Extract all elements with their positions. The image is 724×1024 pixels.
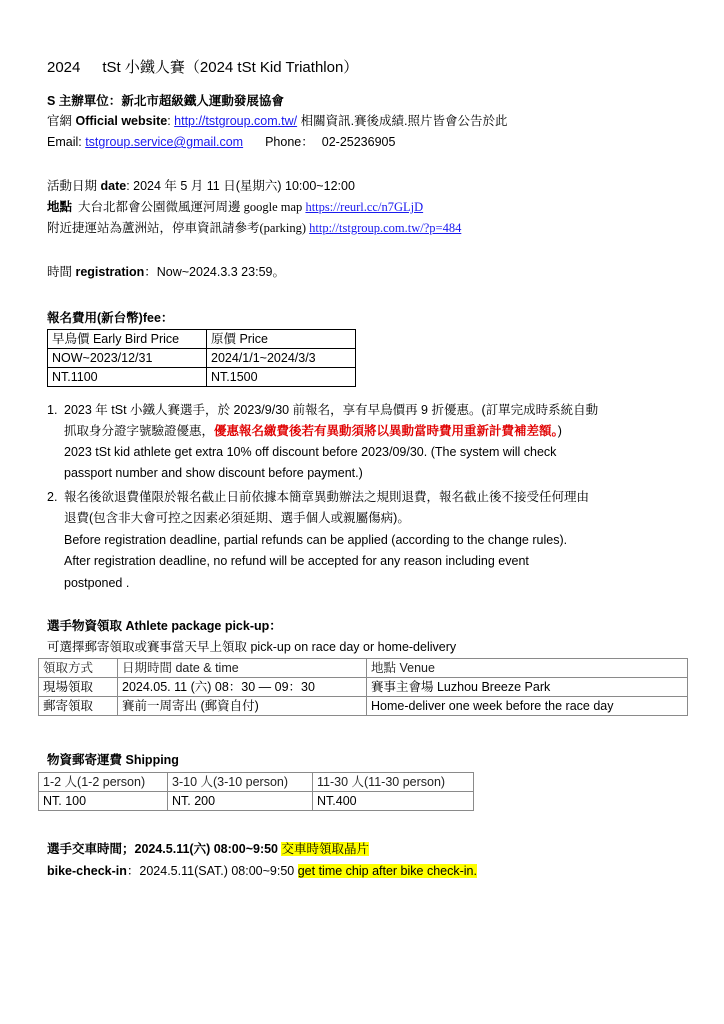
date-label-zh: 活動日期 — [47, 179, 101, 193]
note-2-line4: After registration deadline, no refund will be accepted for any reason including event — [64, 554, 529, 568]
location-label: 地點 — [47, 200, 73, 214]
website-label-zh: 官網 — [47, 114, 76, 128]
table-cell: 賽事主會場 Luzhou Breeze Park — [367, 678, 688, 697]
shipping-table — [38, 772, 474, 811]
parking-text: 附近捷運站為蘆洲站，停車資訊請參考(parking) — [47, 221, 310, 235]
pickup-subheading: 可選擇郵寄領取或賽事當天早上領取 pick-up on race day or home-delivery — [47, 640, 457, 654]
email-label: Email: — [47, 135, 86, 149]
note-1-line2: 抓取身分證字號驗證優惠，優惠報名繳費後若有異動須將以異動當時費用重新計費補差額。) — [64, 424, 562, 438]
registration-label-en: registration — [75, 265, 145, 279]
table-cell: 2024/1/1~2024/3/3 — [207, 349, 356, 368]
title-name: tSt 小鐵人賽（2024 tSt Kid Triathlon） — [102, 59, 359, 76]
parking-line — [47, 220, 461, 236]
page-title — [47, 58, 358, 78]
table-cell: 日期時間 date & time — [118, 659, 367, 678]
table-cell: NT. 100 — [39, 792, 168, 811]
website-line — [47, 113, 508, 129]
fee-heading: 報名費用(新台幣)fee： — [47, 311, 174, 325]
table-row — [48, 368, 356, 387]
website-colon: : — [167, 114, 175, 128]
parking-link[interactable]: http://tstgroup.com.tw/?p=484 — [309, 221, 462, 235]
note-2-line2: 退費(包含非大會可控之因素必須延期、選手個人或親屬傷病)。 — [64, 511, 410, 525]
fee-table — [47, 329, 356, 387]
phone-value: 02-25236905 — [321, 135, 396, 149]
note-2-line1: 報名後欲退費僅限於報名截止日前依據本簡章異動辦法之規則退費，報名截止後不接受任何理由 — [64, 490, 590, 504]
table-cell: 11-30 人(11-30 person) — [313, 773, 474, 792]
table-cell: 現場領取 — [39, 678, 118, 697]
note-2-line5: postponed . — [64, 576, 130, 590]
table-cell: 地點 Venue — [367, 659, 688, 678]
note-1-number: 1. — [47, 403, 58, 417]
note-1-warning: 優惠報名繳費後若有異動須將以異動當時費用重新計費補差額。 — [214, 424, 558, 438]
map-link[interactable]: https://reurl.cc/n7GLjD — [305, 200, 424, 214]
note-1-line3: 2023 tSt kid athlete get extra 10% off discount before 2023/09/30. (The system will check — [64, 445, 557, 459]
table-cell: Home-deliver one week before the race day — [367, 697, 688, 716]
pickup-table — [38, 658, 688, 716]
contact-line — [47, 134, 395, 150]
table-cell: 賽前一周寄出 (郵資自付) — [118, 697, 367, 716]
table-cell: 早鳥價 Early Bird Price — [48, 330, 207, 349]
website-label-en: Official website — [75, 114, 168, 128]
note-2-number: 2. — [47, 490, 58, 504]
table-cell: NT.400 — [313, 792, 474, 811]
shipping-heading: 物資郵寄運費 Shipping — [47, 753, 179, 767]
phone-label: Phone： — [265, 135, 314, 149]
table-row — [39, 792, 474, 811]
website-note: 相關資訊.賽後成績.照片皆會公告於此 — [297, 114, 508, 128]
table-row — [39, 659, 688, 678]
table-row — [48, 330, 356, 349]
bike-chip-note-zh: 交車時領取晶片 — [281, 842, 369, 856]
date-value: : 2024 年 5 月 11 日(星期六) 10:00~12:00 — [126, 179, 355, 193]
title-year: 2024 — [47, 59, 81, 76]
pickup-heading: 選手物資領取 Athlete package pick-up： — [47, 619, 282, 633]
date-label-en: date — [100, 179, 127, 193]
location-line — [47, 199, 423, 215]
organizer-value: 新北市超級鐵人運動發展協會 — [121, 94, 284, 108]
location-value: 大台北都會公園微風運河周邊 google map — [78, 200, 306, 214]
table-row — [39, 697, 688, 716]
note-1-line1: 2023 年 tSt 小鐵人賽選手，於 2023/9/30 前報名，享有早鳥價再 9 折優惠。(訂單完成時系統自動 — [64, 403, 599, 417]
table-cell: NT.1500 — [207, 368, 356, 387]
table-cell: 3-10 人(3-10 person) — [168, 773, 313, 792]
email-link[interactable]: tstgroup.service@gmail.com — [85, 135, 244, 149]
registration-line — [47, 264, 285, 280]
note-2-line3: Before registration deadline, partial refunds can be applied (according to the change rules). — [64, 533, 568, 547]
organizer-label: S 主辦單位： — [47, 94, 122, 108]
registration-label-zh: 時間 — [47, 265, 76, 279]
table-row — [48, 349, 356, 368]
bike-checkin-en: bike-check-in：2024.5.11(SAT.) 08:00~9:50 get time chip after bike check-in. — [47, 864, 477, 878]
bike-checkin-zh: 選手交車時間；2024.5.11(六) 08:00~9:50 交車時領取晶片 — [47, 842, 369, 856]
table-cell: NT. 200 — [168, 792, 313, 811]
event-date-line — [47, 178, 355, 194]
table-row — [39, 773, 474, 792]
table-cell: 1-2 人(1-2 person) — [39, 773, 168, 792]
registration-value: ：Now~2024.3.3 23:59。 — [144, 265, 285, 279]
table-cell: 原價 Price — [207, 330, 356, 349]
table-cell: 2024.05. 11 (六) 08：30 — 09：30 — [118, 678, 367, 697]
table-cell: 郵寄領取 — [39, 697, 118, 716]
table-cell: NOW~2023/12/31 — [48, 349, 207, 368]
bike-chip-note-en: get time chip after bike check-in. — [297, 864, 477, 878]
website-link[interactable]: http://tstgroup.com.tw/ — [174, 114, 298, 128]
table-cell: NT.1100 — [48, 368, 207, 387]
table-row — [39, 678, 688, 697]
table-cell: 領取方式 — [39, 659, 118, 678]
note-1-line4: passport number and show discount before payment.) — [64, 466, 363, 480]
organizer-line — [47, 93, 284, 109]
